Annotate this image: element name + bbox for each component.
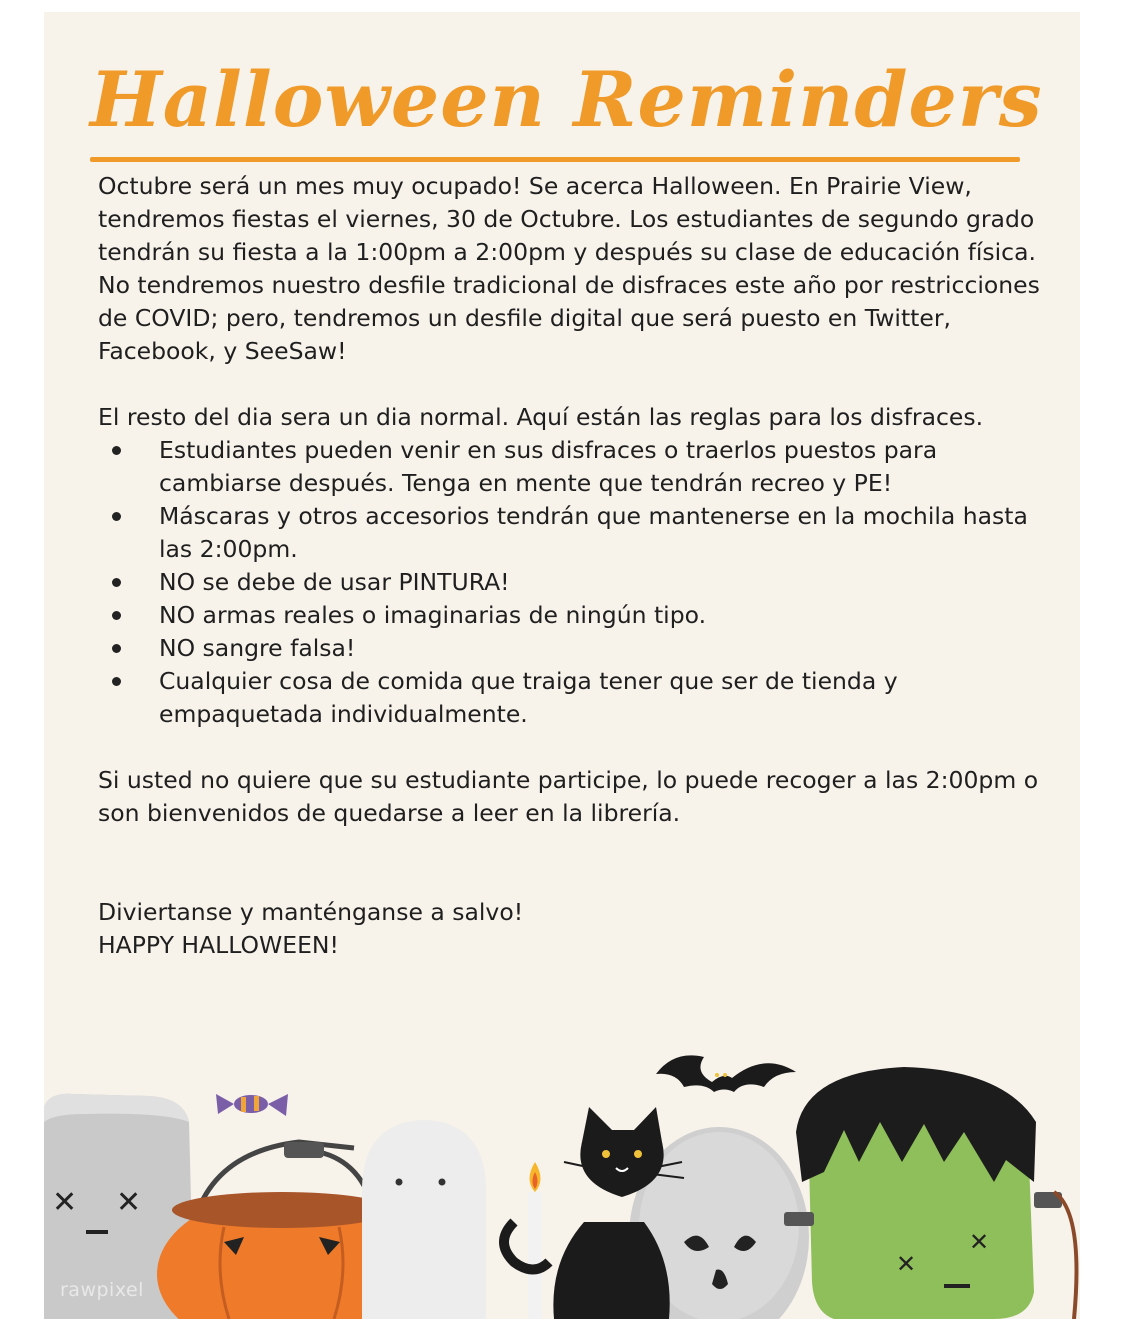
- flyer-title: Halloween Reminders: [90, 55, 1043, 144]
- bullet-icon: [112, 644, 121, 653]
- ghost-icon: [362, 1120, 486, 1319]
- svg-text:✕: ✕: [896, 1250, 917, 1278]
- bat-icon: [656, 1055, 796, 1092]
- list-item: Estudiantes pueden venir en sus disfraces o traerlos puestos para cambiarse después. Tenga en mente que tendrán recreo y PE!: [98, 434, 1048, 500]
- bullet-icon: [112, 611, 121, 620]
- closing-line: Diviertanse y manténganse a salvo!: [98, 898, 524, 926]
- frankenstein-icon: [784, 1067, 1077, 1319]
- candy-icon: [216, 1094, 288, 1116]
- svg-text:✕: ✕: [116, 1185, 142, 1220]
- intro-paragraph: Octubre será un mes muy ocupado! Se acerca Halloween. En Prairie View, tendremos fiestas el viernes, 30 de Octubre. Los estudiantes de segundo grado tendrán su fiesta a la 1:00pm a 2:00pm y después su clase de educación física. No tendremos nuestro desfile tradicional de disfraces este año por restricciones de COVID; pero, tendremos un desfile digital que será puesto en Twitter, Facebook, y SeeSaw!: [98, 172, 1040, 365]
- opt-out-paragraph: Si usted no quiere que su estudiante participe, lo puede recoger a las 2:00pm o son bienvenidos de quedarse a leer en la librería.: [98, 766, 1039, 827]
- bullet-icon: [112, 512, 121, 521]
- list-item: NO armas reales o imaginarias de ningún tipo.: [98, 599, 1048, 632]
- flyer-page: [44, 12, 1080, 1319]
- watermark: rawpixel: [60, 1279, 144, 1301]
- list-item: Cualquier cosa de comida que traiga tener que ser de tienda y empaquetada individualmente.: [98, 665, 1048, 731]
- list-item: NO se debe de usar PINTURA!: [98, 566, 1048, 599]
- list-item: Máscaras y otros accesorios tendrán que mantenerse en la mochila hasta las 2:00pm.: [98, 500, 1048, 566]
- closing-greeting: HAPPY HALLOWEEN!: [98, 931, 339, 959]
- rules-intro: El resto del dia sera un dia normal. Aquí están las reglas para los disfraces.: [98, 403, 984, 431]
- svg-text:✕: ✕: [52, 1185, 78, 1220]
- rules-list: [98, 434, 1048, 731]
- svg-text:✕: ✕: [969, 1228, 990, 1256]
- bullet-icon: [112, 446, 121, 455]
- flyer-body: [98, 170, 1048, 962]
- candle-icon: [528, 1162, 542, 1319]
- halloween-illustration: [44, 1012, 1080, 1319]
- bullet-icon: [112, 578, 121, 587]
- title-underline: [90, 157, 1020, 162]
- bullet-icon: [112, 677, 121, 686]
- list-item: NO sangre falsa!: [98, 632, 1048, 665]
